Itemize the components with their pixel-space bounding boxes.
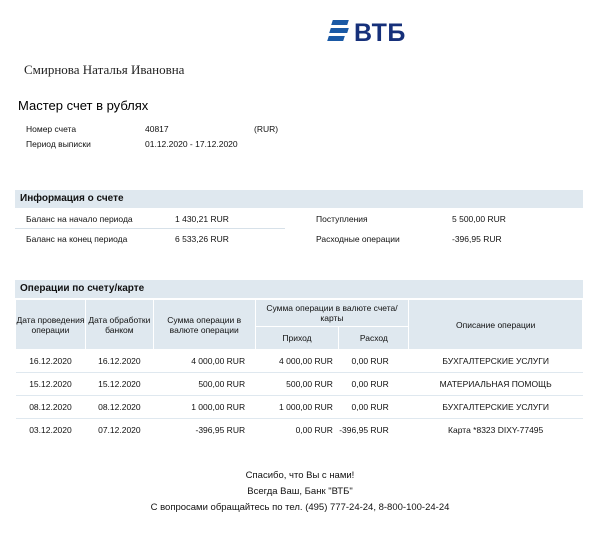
bank-logo-text: ВТБ <box>354 19 406 47</box>
row-expense: 0,00 RUR <box>339 396 409 419</box>
table-row <box>16 396 583 419</box>
account-number-value: 40817 <box>145 124 169 134</box>
row-amount: 4 000,00 RUR <box>153 350 255 373</box>
outgoing-label: Расходные операции <box>316 234 400 244</box>
row-date-operation: 08.12.2020 <box>16 396 86 419</box>
footer-thanks: Спасибо, что Вы с нами! <box>245 470 355 481</box>
col-amount-operation: Сумма операции в валюте операции <box>153 300 255 350</box>
bank-logo <box>330 18 420 50</box>
row-description: МАТЕРИАЛЬНАЯ ПОМОЩЬ <box>409 373 583 396</box>
row-description: БУХГАЛТЕРСКИЕ УСЛУГИ <box>409 396 583 419</box>
row-amount: -396,95 RUR <box>153 419 255 442</box>
row-income: 0,00 RUR <box>255 419 339 442</box>
row-expense: 0,00 RUR <box>339 373 409 396</box>
opening-balance-value: 1 430,21 RUR <box>175 214 229 224</box>
row-date-processed: 08.12.2020 <box>85 396 153 419</box>
closing-balance-value: 6 533,26 RUR <box>175 234 229 244</box>
row-date-operation: 15.12.2020 <box>16 373 86 396</box>
row-description: Карта *8323 DIXY-77495 <box>409 419 583 442</box>
row-description: БУХГАЛТЕРСКИЕ УСЛУГИ <box>409 350 583 373</box>
closing-balance-label: Баланс на конец периода <box>26 234 128 244</box>
table-row <box>16 373 583 396</box>
col-expense: Расход <box>339 327 409 350</box>
footer-contacts: С вопросами обращайтесь по тел. (495) 777-24-24, 8-800-100-24-24 <box>150 502 450 513</box>
incoming-label: Поступления <box>316 214 368 224</box>
info-divider <box>15 228 285 229</box>
table-row <box>16 350 583 373</box>
account-info-header: Информация о счете <box>15 190 583 208</box>
statement-period-label: Период выписки <box>26 139 91 149</box>
col-description: Описание операции <box>409 300 583 350</box>
row-date-processed: 15.12.2020 <box>85 373 153 396</box>
row-amount: 500,00 RUR <box>153 373 255 396</box>
row-amount: 1 000,00 RUR <box>153 396 255 419</box>
row-income: 4 000,00 RUR <box>255 350 339 373</box>
incoming-value: 5 500,00 RUR <box>452 214 506 224</box>
opening-balance-label: Баланс на начало периода <box>26 214 133 224</box>
col-income: Приход <box>255 327 339 350</box>
account-number-label: Номер счета <box>26 124 77 134</box>
row-income: 1 000,00 RUR <box>255 396 339 419</box>
col-date-operation: Дата проведения операции <box>16 300 86 350</box>
row-expense: -396,95 RUR <box>339 419 409 442</box>
account-currency: (RUR) <box>254 124 279 134</box>
row-date-operation: 03.12.2020 <box>16 419 86 442</box>
operations-header: Операции по счету/карте <box>15 280 583 298</box>
client-name: Смирнова Наталья Ивановна <box>24 62 185 77</box>
row-expense: 0,00 RUR <box>339 350 409 373</box>
footer-signature: Всегда Ваш, Банк "ВТБ" <box>247 486 353 497</box>
statement-period-value: 01.12.2020 - 17.12.2020 <box>145 139 238 149</box>
row-date-processed: 16.12.2020 <box>85 350 153 373</box>
col-date-processed: Дата обработки банком <box>85 300 153 350</box>
table-row <box>16 419 583 442</box>
row-income: 500,00 RUR <box>255 373 339 396</box>
outgoing-value: -396,95 RUR <box>452 234 502 244</box>
vtb-logo-icon <box>330 20 350 44</box>
row-date-processed: 07.12.2020 <box>85 419 153 442</box>
row-date-operation: 16.12.2020 <box>16 350 86 373</box>
operations-table <box>15 299 583 441</box>
account-title: Мастер счет в рублях <box>18 98 149 113</box>
col-amount-account: Сумма операции в валюте счета/карты <box>255 300 409 327</box>
